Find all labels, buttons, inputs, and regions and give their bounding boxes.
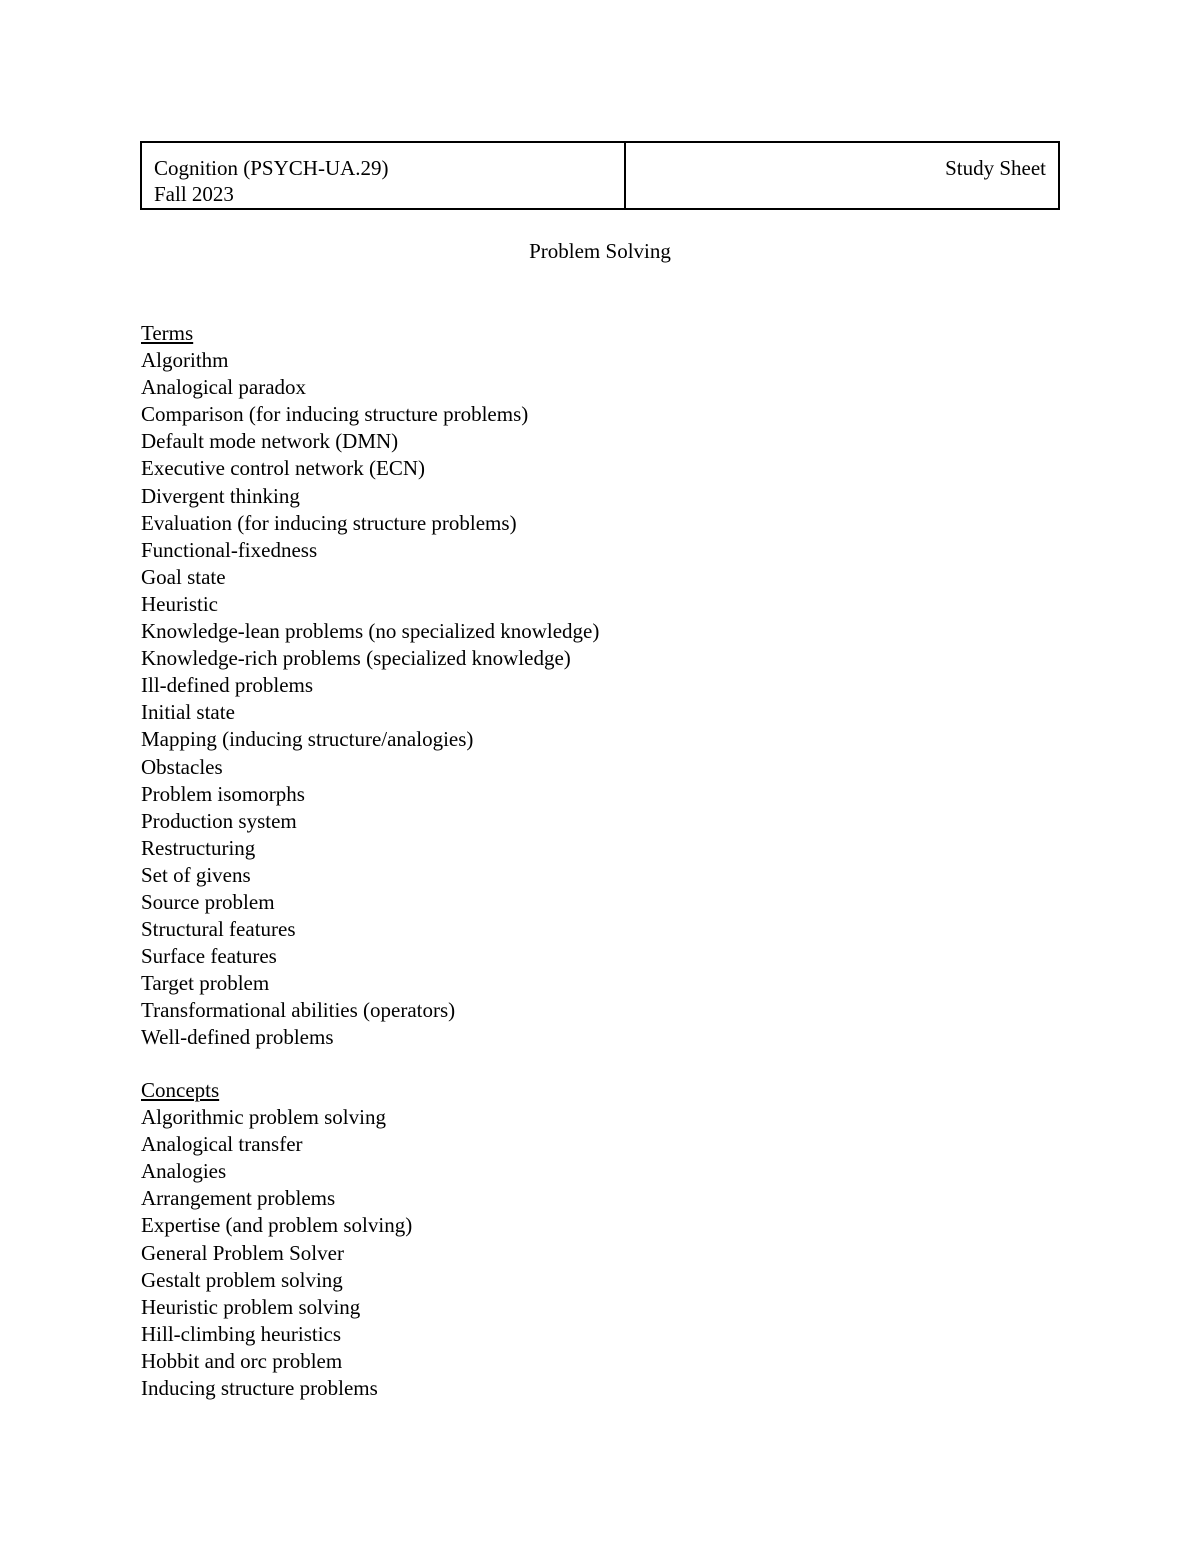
term-item: Knowledge-lean problems (no specialized knowledge) [141,619,600,644]
header-right-cell [625,142,1059,209]
term-item: Knowledge-rich problems (specialized knowledge) [141,646,571,671]
concept-item: Heuristic problem solving [141,1294,361,1319]
term-item: Divergent thinking [141,483,300,508]
concept-item: Analogies [141,1159,227,1184]
term-item: Problem isomorphs [141,781,305,806]
concept-item: Expertise (and problem solving) [141,1213,413,1238]
page-title: Problem Solving [529,239,671,263]
term-item: Surface features [141,944,277,969]
term-item: Algorithm [141,348,229,373]
doc-type: Study Sheet [945,156,1046,180]
term-item: Evaluation (for inducing structure problems) [141,510,517,535]
terms-heading: Terms [141,321,194,345]
course-name: Cognition (PSYCH-UA.29) [154,156,389,180]
term-item: Functional-fixedness [141,537,318,562]
term-item: Set of givens [141,862,251,887]
term-item: Heuristic [141,591,218,616]
header-left-cell [141,142,625,209]
concept-item: Arrangement problems [141,1186,336,1211]
term-item: Executive control network (ECN) [141,456,425,481]
course-term: Fall 2023 [154,182,234,206]
term-item: Target problem [141,971,270,996]
term-item: Goal state [141,564,226,589]
terms-list [141,347,599,1051]
concept-item: Hobbit and orc problem [141,1348,343,1373]
concept-item: Inducing structure problems [141,1376,378,1401]
concept-item: Hill-climbing heuristics [141,1321,342,1346]
term-item: Comparison (for inducing structure problems) [141,402,529,427]
term-item: Production system [141,808,297,833]
term-item: Structural features [141,917,296,942]
term-item: Analogical paradox [141,375,307,400]
concept-item: Gestalt problem solving [141,1267,343,1292]
concept-item: General Problem Solver [141,1240,344,1265]
concept-item: Algorithmic problem solving [141,1105,386,1130]
concept-item: Analogical transfer [141,1132,303,1157]
concepts-section [141,1077,412,1402]
term-item: Ill-defined problems [141,673,314,698]
concepts-list [141,1104,412,1402]
term-item: Obstacles [141,754,223,779]
term-item: Initial state [141,700,235,725]
term-item: Source problem [141,889,275,914]
term-item: Transformational abilities (operators) [141,998,456,1023]
term-item: Restructuring [141,835,256,860]
term-item: Well-defined problems [141,1025,334,1050]
terms-section [141,320,599,1052]
term-item: Mapping (inducing structure/analogies) [141,727,474,752]
term-item: Default mode network (DMN) [141,429,399,454]
concepts-heading: Concepts [141,1078,220,1102]
header-table [140,141,1060,210]
